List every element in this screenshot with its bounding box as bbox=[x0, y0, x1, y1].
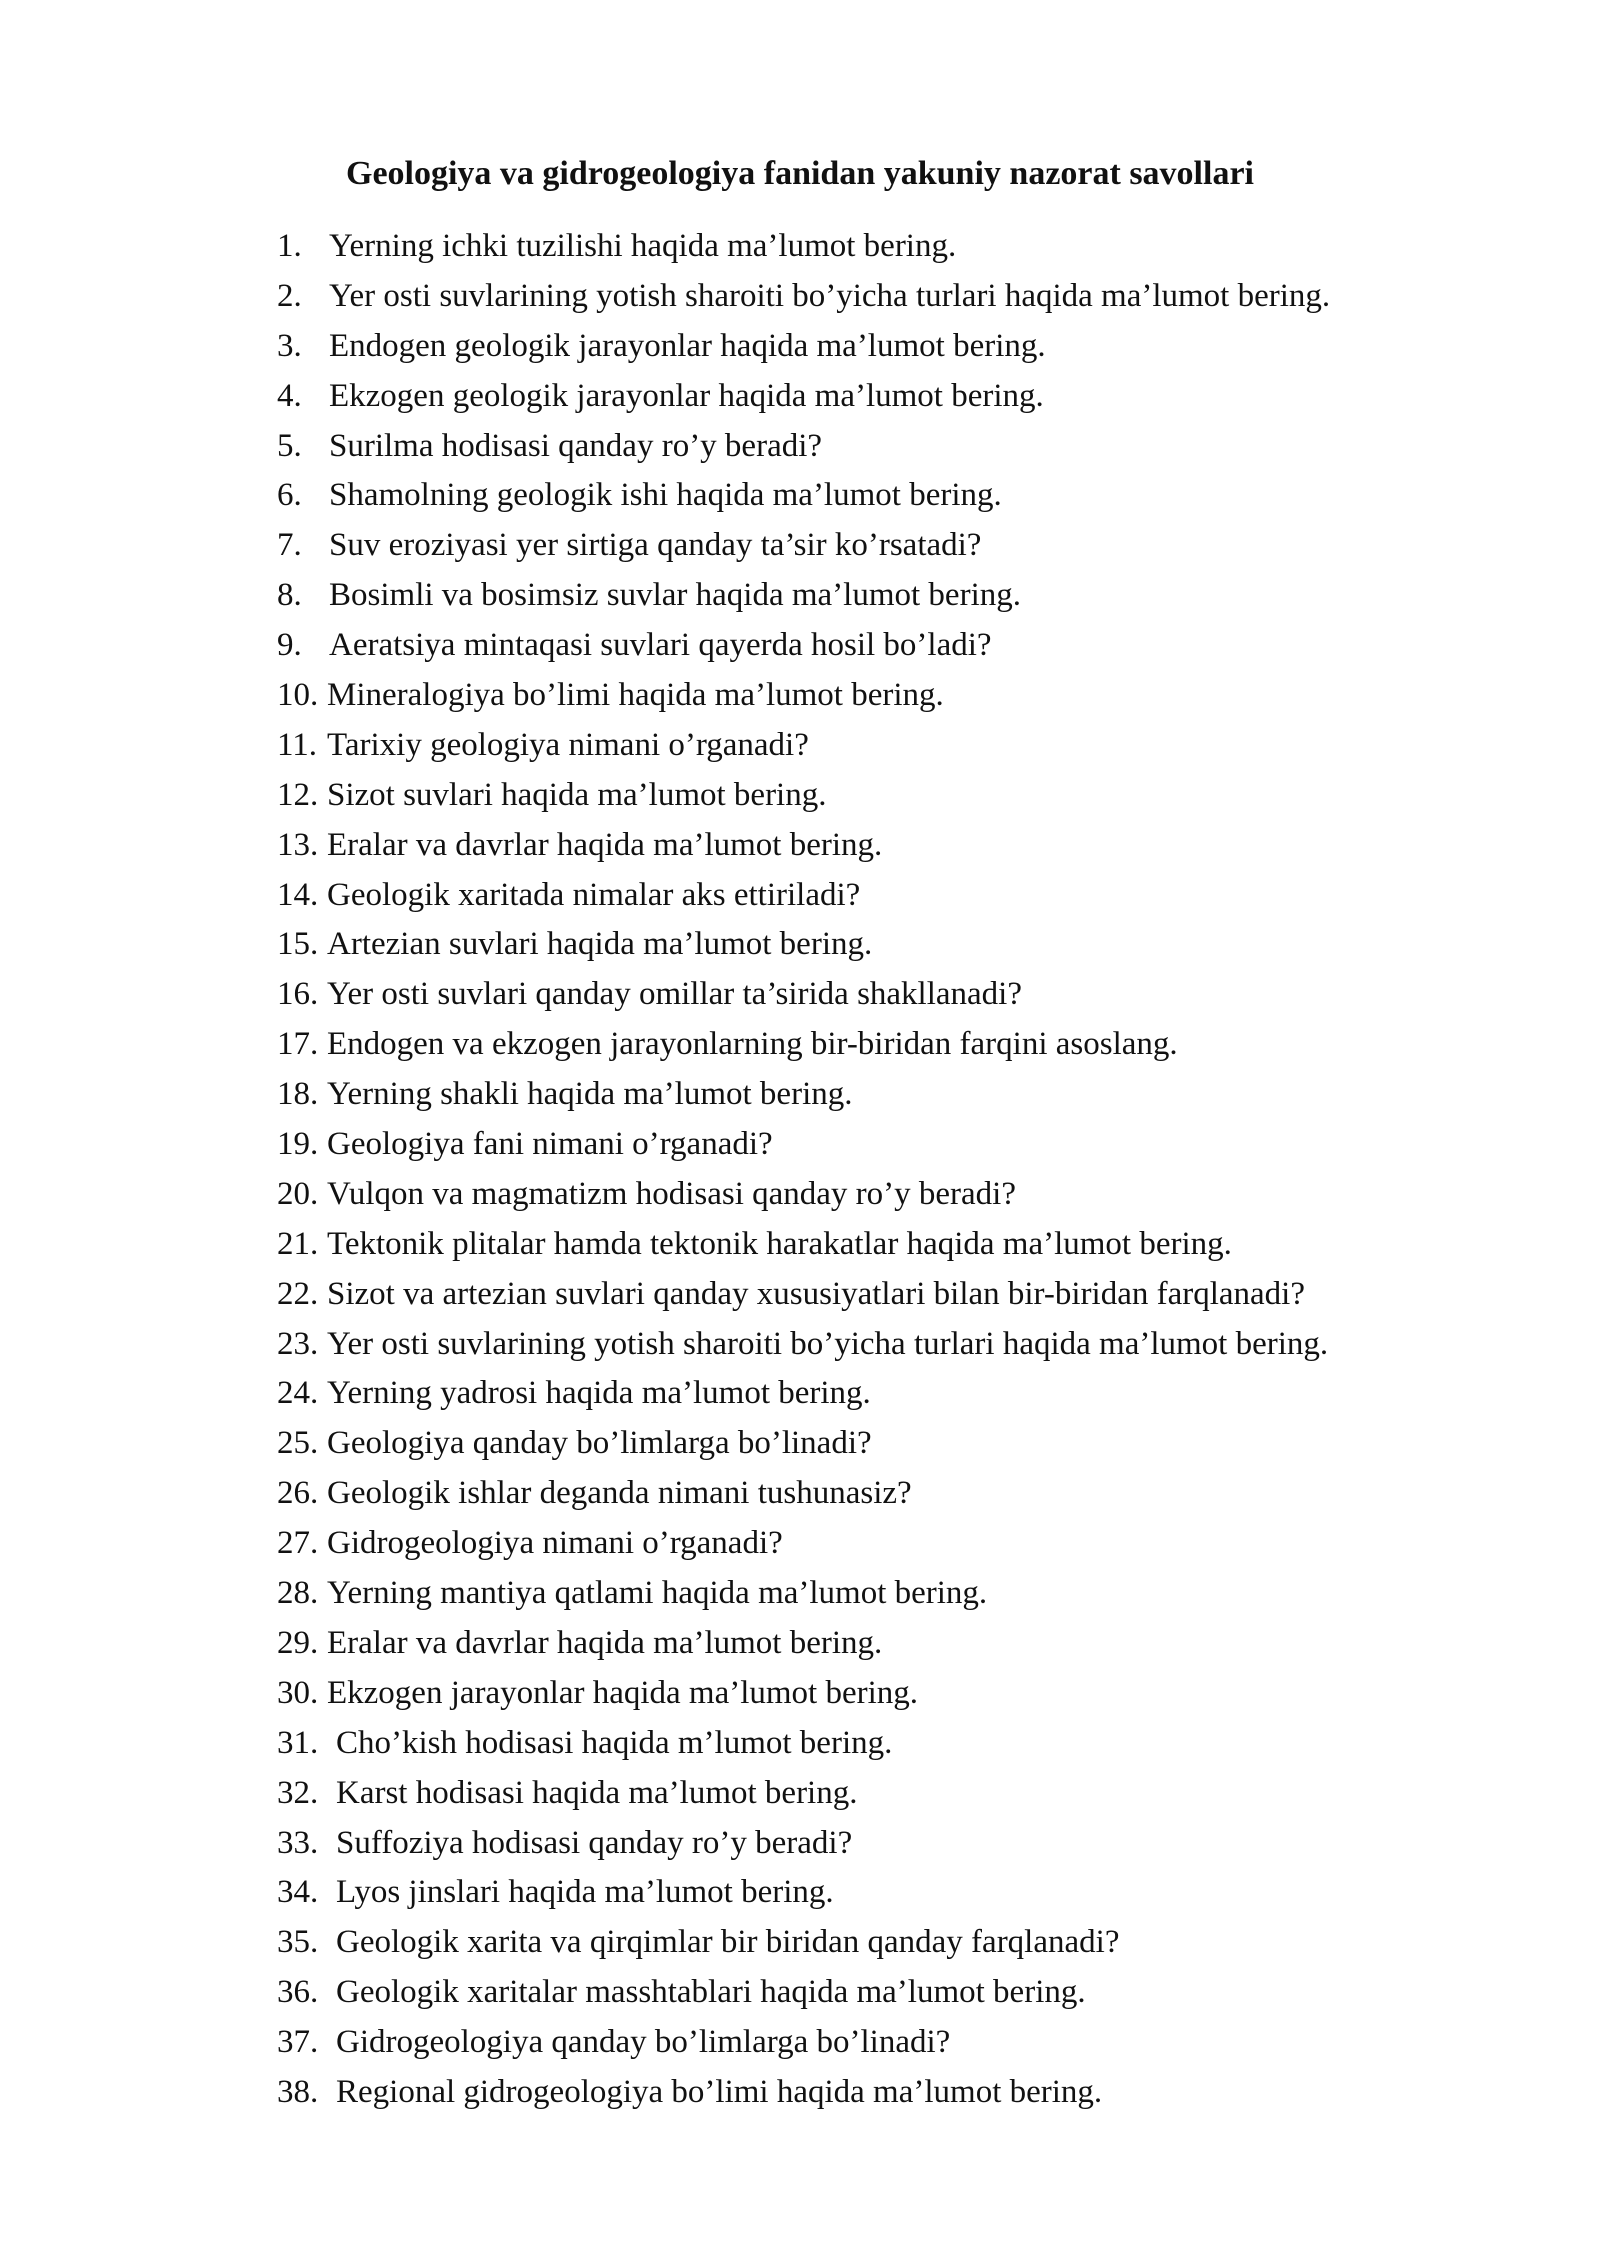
question-text: Yer osti suvlarining yotish sharoiti bo’yicha turlari haqida ma’lumot bering. bbox=[329, 277, 1331, 314]
question-text: Suv eroziyasi yer sirtiga qanday ta’sir ko’rsatadi? bbox=[329, 527, 982, 564]
question-item bbox=[277, 1519, 1330, 1569]
question-text: Endogen geologik jarayonlar haqida ma’lumot bering. bbox=[329, 327, 1046, 364]
question-number: 21. bbox=[277, 1225, 319, 1262]
question-item bbox=[277, 621, 1330, 671]
question-item bbox=[277, 272, 1330, 322]
question-text: Ekzogen geologik jarayonlar haqida ma’lumot bering. bbox=[329, 377, 1044, 414]
question-number: 28. bbox=[277, 1575, 319, 1612]
question-text: Regional gidrogeologiya bo’limi haqida ma’lumot bering. bbox=[336, 2073, 1103, 2110]
question-text: Geologik xarita va qirqimlar bir biridan qanday farqlanadi? bbox=[336, 1924, 1120, 1961]
question-item bbox=[277, 721, 1330, 771]
question-item bbox=[277, 1220, 1330, 1270]
question-number: 38. bbox=[277, 2073, 319, 2110]
question-text: Geologiya fani nimani o’rganadi? bbox=[327, 1126, 773, 1163]
question-number: 34. bbox=[277, 1874, 319, 1911]
question-item bbox=[277, 1819, 1330, 1869]
question-number: 24. bbox=[277, 1375, 319, 1412]
question-text: Cho’kish hodisasi haqida m’lumot bering. bbox=[336, 1724, 893, 1761]
question-text: Yer osti suvlarining yotish sharoiti bo’yicha turlari haqida ma’lumot bering. bbox=[327, 1325, 1329, 1362]
question-item bbox=[277, 1469, 1330, 1519]
question-text: Bosimli va bosimsiz suvlar haqida ma’lumot bering. bbox=[329, 577, 1021, 614]
question-text: Eralar va davrlar haqida ma’lumot bering. bbox=[327, 826, 883, 863]
question-item bbox=[277, 1719, 1330, 1769]
question-item bbox=[277, 1120, 1330, 1170]
question-item bbox=[277, 671, 1330, 721]
question-text: Yer osti suvlari qanday omillar ta’sirida shakllanadi? bbox=[327, 976, 1022, 1013]
question-number: 27. bbox=[277, 1525, 319, 1562]
question-text: Aeratsiya mintaqasi suvlari qayerda hosil bo’ladi? bbox=[329, 627, 992, 664]
question-item bbox=[277, 2018, 1330, 2068]
question-text: Surilma hodisasi qanday ro’y beradi? bbox=[329, 427, 823, 464]
question-number: 22. bbox=[277, 1275, 319, 1312]
question-number: 6. bbox=[277, 477, 302, 514]
question-text: Artezian suvlari haqida ma’lumot bering. bbox=[327, 926, 873, 963]
question-number: 32. bbox=[277, 1774, 319, 1811]
question-item bbox=[277, 1868, 1330, 1918]
question-number: 33. bbox=[277, 1824, 319, 1861]
question-text: Geologik xaritada nimalar aks ettiriladi? bbox=[327, 876, 861, 913]
question-item bbox=[277, 1619, 1330, 1669]
question-item bbox=[277, 970, 1330, 1020]
question-item bbox=[277, 871, 1330, 921]
question-item bbox=[277, 1020, 1330, 1070]
question-text: Geologiya qanday bo’limlarga bo’linadi? bbox=[327, 1425, 872, 1462]
question-text: Suffoziya hodisasi qanday ro’y beradi? bbox=[336, 1824, 853, 1861]
question-text: Tektonik plitalar hamda tektonik harakatlar haqida ma’lumot bering. bbox=[327, 1225, 1232, 1262]
question-number: 20. bbox=[277, 1175, 319, 1212]
question-item bbox=[277, 1968, 1330, 2018]
question-number: 31. bbox=[277, 1724, 319, 1761]
question-item bbox=[277, 771, 1330, 821]
question-number: 12. bbox=[277, 776, 319, 813]
question-item bbox=[277, 571, 1330, 621]
question-item bbox=[277, 1070, 1330, 1120]
question-text: Yerning shakli haqida ma’lumot bering. bbox=[327, 1076, 853, 1113]
question-item bbox=[277, 471, 1330, 521]
question-item bbox=[277, 920, 1330, 970]
question-number: 18. bbox=[277, 1076, 319, 1113]
question-number: 16. bbox=[277, 976, 319, 1013]
question-item bbox=[277, 2068, 1330, 2118]
question-item bbox=[277, 222, 1330, 272]
question-item bbox=[277, 1320, 1330, 1370]
question-number: 7. bbox=[277, 527, 302, 564]
question-item bbox=[277, 1569, 1330, 1619]
question-item bbox=[277, 1369, 1330, 1419]
question-text: Yerning ichki tuzilishi haqida ma’lumot bering. bbox=[329, 228, 957, 264]
question-number: 11. bbox=[277, 726, 318, 763]
question-number: 9. bbox=[277, 627, 302, 664]
question-text: Tarixiy geologiya nimani o’rganadi? bbox=[327, 726, 809, 763]
question-number: 37. bbox=[277, 2024, 319, 2061]
question-text: Ekzogen jarayonlar haqida ma’lumot bering. bbox=[327, 1674, 919, 1711]
question-number: 15. bbox=[277, 926, 319, 963]
question-number: 30. bbox=[277, 1674, 319, 1711]
document-title: Geologiya va gidrogeologiya fanidan yakuniy nazorat savollari bbox=[346, 155, 1254, 192]
question-number: 2. bbox=[277, 277, 302, 314]
question-item bbox=[277, 1170, 1330, 1220]
question-text: Gidrogeologiya nimani o’rganadi? bbox=[327, 1525, 783, 1562]
question-item bbox=[277, 422, 1330, 472]
question-item bbox=[277, 372, 1330, 422]
question-number: 19. bbox=[277, 1126, 319, 1163]
question-item bbox=[277, 521, 1330, 571]
question-number: 14. bbox=[277, 876, 319, 913]
question-text: Mineralogiya bo’limi haqida ma’lumot bering. bbox=[327, 677, 944, 714]
question-text: Eralar va davrlar haqida ma’lumot bering. bbox=[327, 1624, 883, 1661]
question-number: 13. bbox=[277, 826, 319, 863]
question-text: Endogen va ekzogen jarayonlarning bir-biridan farqini asoslang. bbox=[327, 1026, 1178, 1063]
question-item bbox=[277, 1669, 1330, 1719]
question-list bbox=[277, 222, 1330, 2118]
question-text: Yerning mantiya qatlami haqida ma’lumot bering. bbox=[327, 1575, 988, 1612]
question-item bbox=[277, 322, 1330, 372]
question-text: Geologik xaritalar masshtablari haqida ma’lumot bering. bbox=[336, 1974, 1086, 2011]
question-number: 10. bbox=[277, 677, 319, 714]
question-text: Sizot va artezian suvlari qanday xususiyatlari bilan bir-biridan farqlanadi? bbox=[327, 1275, 1305, 1312]
question-number: 26. bbox=[277, 1475, 319, 1512]
question-item bbox=[277, 1918, 1330, 1968]
question-text: Geologik ishlar deganda nimani tushunasiz? bbox=[327, 1475, 912, 1512]
question-number: 3. bbox=[277, 327, 302, 364]
question-number: 8. bbox=[277, 577, 302, 614]
question-number: 4. bbox=[277, 377, 302, 414]
question-number: 1. bbox=[277, 228, 302, 264]
question-text: Vulqon va magmatizm hodisasi qanday ro’y beradi? bbox=[327, 1175, 1016, 1212]
question-text: Karst hodisasi haqida ma’lumot bering. bbox=[336, 1774, 858, 1811]
question-number: 35. bbox=[277, 1924, 319, 1961]
question-number: 29. bbox=[277, 1624, 319, 1661]
question-number: 36. bbox=[277, 1974, 319, 2011]
question-number: 17. bbox=[277, 1026, 319, 1063]
question-item bbox=[277, 1270, 1330, 1320]
question-text: Lyos jinslari haqida ma’lumot bering. bbox=[336, 1874, 834, 1911]
question-item bbox=[277, 1769, 1330, 1819]
question-item bbox=[277, 1419, 1330, 1469]
question-number: 25. bbox=[277, 1425, 319, 1462]
question-number: 23. bbox=[277, 1325, 319, 1362]
question-text: Gidrogeologiya qanday bo’limlarga bo’linadi? bbox=[336, 2024, 951, 2061]
question-text: Yerning yadrosi haqida ma’lumot bering. bbox=[327, 1375, 871, 1412]
question-item bbox=[277, 821, 1330, 871]
question-text: Shamolning geologik ishi haqida ma’lumot bering. bbox=[329, 477, 1002, 514]
question-text: Sizot suvlari haqida ma’lumot bering. bbox=[327, 776, 827, 813]
question-number: 5. bbox=[277, 427, 302, 464]
